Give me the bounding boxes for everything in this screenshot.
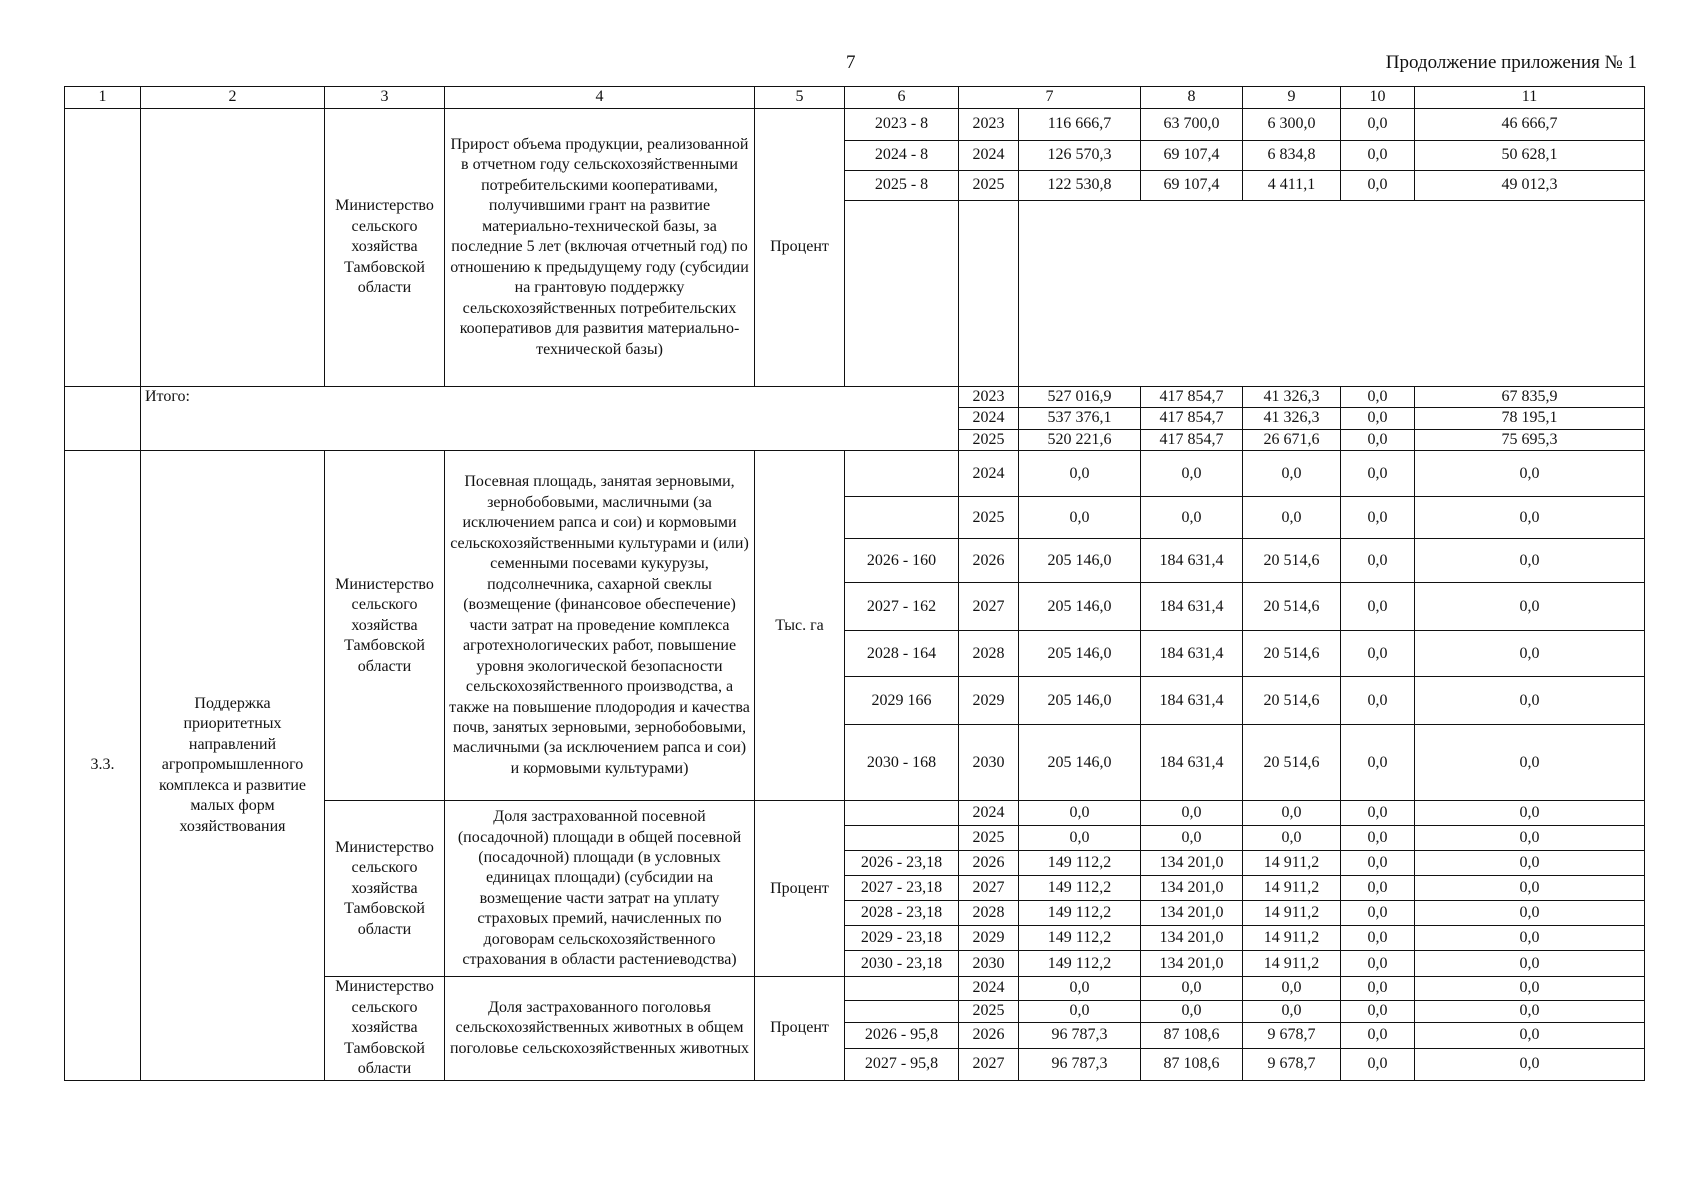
value-cell-c9: 26 671,6 [1243, 429, 1341, 450]
year-cell: 2025 [959, 1000, 1019, 1023]
column-header-3: 3 [325, 87, 445, 109]
indicator-description: Доля застрахованной посевной (посадочной) площади в общей посевной (посадочной) площади (в условных единицах площади) (субсидии на возмещение части затрат на уплату страховых премий, начисленных по договорам сельскохозяйственного страхования в области растениеводства) [445, 801, 755, 977]
value-cell-c8: 0,0 [1141, 801, 1243, 826]
column-header-8: 8 [1141, 87, 1243, 109]
unit-of-measure: Тыс. га [755, 451, 845, 801]
value-cell-c10: 0,0 [1341, 631, 1415, 677]
value-cell-c10: 0,0 [1341, 876, 1415, 901]
value-cell-c7: 205 146,0 [1019, 539, 1141, 583]
value-cell-c8: 0,0 [1141, 1000, 1243, 1023]
target-value-cell [845, 977, 959, 1000]
value-cell-c7: 520 221,6 [1019, 429, 1141, 450]
year-cell: 2028 [959, 631, 1019, 677]
table-row [65, 387, 1645, 408]
value-cell-c7: 149 112,2 [1019, 876, 1141, 901]
value-cell-c9: 41 326,3 [1243, 408, 1341, 429]
year-cell: 2024 [959, 801, 1019, 826]
value-cell-c7: 0,0 [1019, 1000, 1141, 1023]
target-value-cell [845, 801, 959, 826]
value-cell-c9: 0,0 [1243, 801, 1341, 826]
target-value-cell: 2028 - 23,18 [845, 901, 959, 926]
value-cell-c10: 0,0 [1341, 497, 1415, 539]
value-cell-c9: 0,0 [1243, 1000, 1341, 1023]
column-header-11: 11 [1415, 87, 1645, 109]
value-cell-c9: 6 834,8 [1243, 141, 1341, 171]
column-header-6: 6 [845, 87, 959, 109]
year-cell: 2030 [959, 725, 1019, 801]
value-cell-c7: 96 787,3 [1019, 1048, 1141, 1080]
target-value-cell: 2027 - 23,18 [845, 876, 959, 901]
year-cell: 2024 [959, 977, 1019, 1000]
target-value-cell: 2029 166 [845, 677, 959, 725]
value-cell-c10: 0,0 [1341, 926, 1415, 951]
unit-of-measure: Процент [755, 109, 845, 387]
value-cell-c8: 134 201,0 [1141, 901, 1243, 926]
value-cell-c11: 0,0 [1415, 826, 1645, 851]
value-cell-c11: 0,0 [1415, 951, 1645, 977]
target-value-cell: 2030 - 23,18 [845, 951, 959, 977]
value-cell-c8: 417 854,7 [1141, 387, 1243, 408]
target-value-cell: 2026 - 95,8 [845, 1023, 959, 1048]
value-cell-c7: 205 146,0 [1019, 631, 1141, 677]
value-cell-c8: 184 631,4 [1141, 631, 1243, 677]
col1-cell [65, 109, 141, 387]
value-cell-c11: 0,0 [1415, 926, 1645, 951]
empty-cell [845, 201, 959, 387]
value-cell-c9: 9 678,7 [1243, 1048, 1341, 1080]
value-cell-c10: 0,0 [1341, 1000, 1415, 1023]
value-cell-c11: 0,0 [1415, 801, 1645, 826]
target-value-cell: 2026 - 23,18 [845, 851, 959, 876]
responsible-executor: Министерство сельского хозяйства Тамбовской области [325, 801, 445, 977]
value-cell-c7: 126 570,3 [1019, 141, 1141, 171]
target-value-cell: 2027 - 95,8 [845, 1048, 959, 1080]
year-cell: 2026 [959, 539, 1019, 583]
column-header-5: 5 [755, 87, 845, 109]
value-cell-c9: 14 911,2 [1243, 901, 1341, 926]
value-cell-c7: 149 112,2 [1019, 901, 1141, 926]
value-cell-c9: 20 514,6 [1243, 677, 1341, 725]
value-cell-c11: 46 666,7 [1415, 109, 1645, 141]
value-cell-c9: 20 514,6 [1243, 725, 1341, 801]
value-cell-c8: 87 108,6 [1141, 1023, 1243, 1048]
value-cell-c8: 184 631,4 [1141, 677, 1243, 725]
value-cell-c11: 0,0 [1415, 497, 1645, 539]
value-cell-c7: 205 146,0 [1019, 677, 1141, 725]
value-cell-c10: 0,0 [1341, 109, 1415, 141]
indicator-description: Доля застрахованного поголовья сельскохозяйственных животных в общем поголовье сельскохозяйственных животных [445, 977, 755, 1080]
value-cell-c9: 20 514,6 [1243, 631, 1341, 677]
year-cell: 2024 [959, 141, 1019, 171]
year-cell: 2025 [959, 429, 1019, 450]
value-cell-c11: 0,0 [1415, 1000, 1645, 1023]
value-cell-c9: 14 911,2 [1243, 876, 1341, 901]
year-cell: 2025 [959, 826, 1019, 851]
year-cell: 2024 [959, 451, 1019, 497]
value-cell-c11: 0,0 [1415, 876, 1645, 901]
column-header-4: 4 [445, 87, 755, 109]
appendix-continuation-label: Продолжение приложения № 1 [1385, 52, 1637, 73]
value-cell-c11: 0,0 [1415, 977, 1645, 1000]
value-cell-c10: 0,0 [1341, 171, 1415, 201]
value-cell-c7: 116 666,7 [1019, 109, 1141, 141]
value-cell-c11: 75 695,3 [1415, 429, 1645, 450]
target-value-cell: 2028 - 164 [845, 631, 959, 677]
value-cell-c8: 417 854,7 [1141, 408, 1243, 429]
value-cell-c8: 63 700,0 [1141, 109, 1243, 141]
year-cell: 2027 [959, 876, 1019, 901]
value-cell-c7: 149 112,2 [1019, 926, 1141, 951]
value-cell-c8: 184 631,4 [1141, 583, 1243, 631]
value-cell-c8: 69 107,4 [1141, 141, 1243, 171]
value-cell-c8: 184 631,4 [1141, 539, 1243, 583]
year-cell: 2030 [959, 951, 1019, 977]
year-cell: 2024 [959, 408, 1019, 429]
value-cell-c11: 0,0 [1415, 901, 1645, 926]
value-cell-c11: 0,0 [1415, 539, 1645, 583]
target-value-cell [845, 497, 959, 539]
value-cell-c11: 0,0 [1415, 583, 1645, 631]
value-cell-c10: 0,0 [1341, 851, 1415, 876]
year-cell: 2027 [959, 583, 1019, 631]
target-value-cell: 2027 - 162 [845, 583, 959, 631]
value-cell-c9: 9 678,7 [1243, 1023, 1341, 1048]
value-cell-c10: 0,0 [1341, 951, 1415, 977]
indicator-description: Прирост объема продукции, реализованной в отчетном году сельскохозяйственными потребительскими кооперативами, получившими грант на развитие материально-технической базы, за последние 5 лет (включая отчетный год) по отношению к предыдущему году (субсидии на грантовую поддержку сельскохозяйственных потребительских кооперативов для развития материально-технической базы) [445, 109, 755, 387]
value-cell-c8: 0,0 [1141, 826, 1243, 851]
value-cell-c11: 0,0 [1415, 851, 1645, 876]
value-cell-c8: 0,0 [1141, 977, 1243, 1000]
value-cell-c7: 122 530,8 [1019, 171, 1141, 201]
table-row [65, 451, 1645, 497]
value-cell-c7: 149 112,2 [1019, 851, 1141, 876]
value-cell-c9: 14 911,2 [1243, 851, 1341, 876]
value-cell-c9: 0,0 [1243, 451, 1341, 497]
unit-of-measure: Процент [755, 801, 845, 977]
responsible-executor: Министерство сельского хозяйства Тамбовской области [325, 109, 445, 387]
column-header-10: 10 [1341, 87, 1415, 109]
page-number: 7 [846, 52, 856, 73]
value-cell-c9: 0,0 [1243, 826, 1341, 851]
target-value-cell: 2023 - 8 [845, 109, 959, 141]
responsible-executor: Министерство сельского хозяйства Тамбовской области [325, 451, 445, 801]
value-cell-c10: 0,0 [1341, 901, 1415, 926]
value-cell-c10: 0,0 [1341, 826, 1415, 851]
value-cell-c10: 0,0 [1341, 677, 1415, 725]
year-cell: 2029 [959, 677, 1019, 725]
value-cell-c10: 0,0 [1341, 801, 1415, 826]
value-cell-c9: 14 911,2 [1243, 951, 1341, 977]
value-cell-c8: 0,0 [1141, 497, 1243, 539]
target-value-cell [845, 451, 959, 497]
column-header-9: 9 [1243, 87, 1341, 109]
year-cell: 2027 [959, 1048, 1019, 1080]
value-cell-c10: 0,0 [1341, 141, 1415, 171]
value-cell-c11: 0,0 [1415, 677, 1645, 725]
column-header-7: 7 [959, 87, 1141, 109]
year-cell: 2026 [959, 1023, 1019, 1048]
value-cell-c10: 0,0 [1341, 387, 1415, 408]
value-cell-c7: 0,0 [1019, 801, 1141, 826]
col1-cell [65, 387, 141, 451]
value-cell-c7: 0,0 [1019, 977, 1141, 1000]
value-cell-c10: 0,0 [1341, 429, 1415, 450]
value-cell-c10: 0,0 [1341, 1048, 1415, 1080]
target-value-cell: 2024 - 8 [845, 141, 959, 171]
value-cell-c7: 205 146,0 [1019, 583, 1141, 631]
value-cell-c10: 0,0 [1341, 977, 1415, 1000]
column-header-2: 2 [141, 87, 325, 109]
column-header-1: 1 [65, 87, 141, 109]
year-cell: 2023 [959, 109, 1019, 141]
value-cell-c8: 134 201,0 [1141, 951, 1243, 977]
value-cell-c10: 0,0 [1341, 451, 1415, 497]
section-title: Поддержка приоритетных направлений агропромышленного комплекса и развитие малых форм хозяйствования [141, 451, 325, 1080]
table-row [65, 109, 1645, 141]
value-cell-c11: 0,0 [1415, 451, 1645, 497]
value-cell-c8: 134 201,0 [1141, 851, 1243, 876]
target-value-cell: 2029 - 23,18 [845, 926, 959, 951]
value-cell-c10: 0,0 [1341, 583, 1415, 631]
value-cell-c11: 49 012,3 [1415, 171, 1645, 201]
indicator-description: Посевная площадь, занятая зерновыми, зернобобовыми, масличными (за исключением рапса и сои) и кормовыми сельскохозяйственными культурами и (или) семенными посевами кукурузы, подсолнечника, сахарной свеклы (возмещение (финансовое обеспечение) части затрат на проведение комплекса агротехнологических работ, повышение уровня экологической безопасности сельскохозяйственного производства, а также на повышение плодородия и качества почв, занятых зерновыми, зернобобовыми, масличными (за исключением рапса и сои) и кормовыми культурами) [445, 451, 755, 801]
total-label: Итого: [141, 387, 959, 451]
value-cell-c9: 20 514,6 [1243, 539, 1341, 583]
empty-cell [1019, 201, 1645, 387]
target-value-cell [845, 1000, 959, 1023]
value-cell-c11: 0,0 [1415, 631, 1645, 677]
year-cell: 2026 [959, 851, 1019, 876]
target-value-cell: 2026 - 160 [845, 539, 959, 583]
value-cell-c11: 0,0 [1415, 725, 1645, 801]
year-cell: 2025 [959, 171, 1019, 201]
year-cell: 2023 [959, 387, 1019, 408]
value-cell-c10: 0,0 [1341, 408, 1415, 429]
value-cell-c9: 0,0 [1243, 977, 1341, 1000]
target-value-cell: 2025 - 8 [845, 171, 959, 201]
section-number: 3.3. [65, 451, 141, 1080]
value-cell-c8: 417 854,7 [1141, 429, 1243, 450]
value-cell-c7: 537 376,1 [1019, 408, 1141, 429]
value-cell-c8: 134 201,0 [1141, 926, 1243, 951]
value-cell-c11: 0,0 [1415, 1048, 1645, 1080]
value-cell-c9: 0,0 [1243, 497, 1341, 539]
value-cell-c8: 69 107,4 [1141, 171, 1243, 201]
target-value-cell [845, 826, 959, 851]
value-cell-c9: 4 411,1 [1243, 171, 1341, 201]
value-cell-c8: 184 631,4 [1141, 725, 1243, 801]
year-cell: 2025 [959, 497, 1019, 539]
value-cell-c7: 205 146,0 [1019, 725, 1141, 801]
value-cell-c11: 78 195,1 [1415, 408, 1645, 429]
value-cell-c7: 0,0 [1019, 826, 1141, 851]
header-row [65, 87, 1645, 109]
value-cell-c10: 0,0 [1341, 725, 1415, 801]
col2-cell [141, 109, 325, 387]
responsible-executor: Министерство сельского хозяйства Тамбовской области [325, 977, 445, 1080]
value-cell-c9: 20 514,6 [1243, 583, 1341, 631]
value-cell-c8: 87 108,6 [1141, 1048, 1243, 1080]
target-value-cell: 2030 - 168 [845, 725, 959, 801]
value-cell-c9: 41 326,3 [1243, 387, 1341, 408]
value-cell-c8: 134 201,0 [1141, 876, 1243, 901]
year-cell: 2029 [959, 926, 1019, 951]
value-cell-c11: 67 835,9 [1415, 387, 1645, 408]
year-cell: 2028 [959, 901, 1019, 926]
value-cell-c10: 0,0 [1341, 1023, 1415, 1048]
value-cell-c7: 0,0 [1019, 497, 1141, 539]
value-cell-c9: 6 300,0 [1243, 109, 1341, 141]
value-cell-c10: 0,0 [1341, 539, 1415, 583]
value-cell-c11: 0,0 [1415, 1023, 1645, 1048]
value-cell-c7: 96 787,3 [1019, 1023, 1141, 1048]
value-cell-c8: 0,0 [1141, 451, 1243, 497]
value-cell-c11: 50 628,1 [1415, 141, 1645, 171]
value-cell-c7: 149 112,2 [1019, 951, 1141, 977]
value-cell-c7: 527 016,9 [1019, 387, 1141, 408]
value-cell-c9: 14 911,2 [1243, 926, 1341, 951]
value-cell-c7: 0,0 [1019, 451, 1141, 497]
unit-of-measure: Процент [755, 977, 845, 1080]
empty-cell [959, 201, 1019, 387]
budget-table [64, 86, 1645, 1081]
